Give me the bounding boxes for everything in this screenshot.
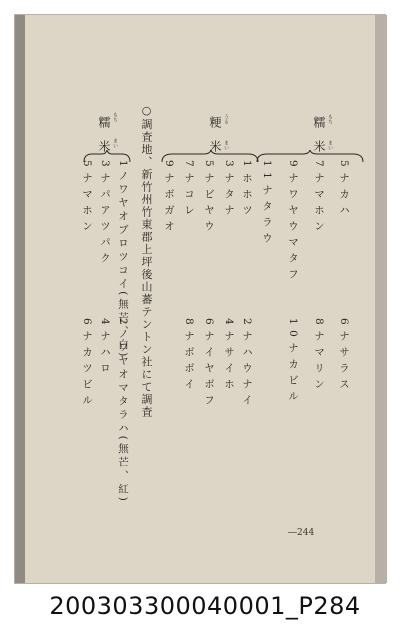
list-item: 2ナハウナイ: [241, 318, 253, 411]
binding-tape-left: [15, 15, 25, 583]
list-item: 11ナタラウ: [261, 160, 273, 249]
group-ruby-uruchi: うる: [223, 114, 229, 124]
list-item: 5ナマホン: [81, 160, 93, 237]
group-label2-uruchi: 米: [208, 140, 222, 152]
list-item: 9ナボガオ: [163, 160, 175, 237]
group-ruby2-mochi-left: まい: [112, 138, 118, 148]
list-item: 7ナコレ: [183, 160, 195, 221]
list-item: 6ナカツビル: [81, 318, 93, 411]
book-page: [14, 14, 386, 584]
list-item: 1ホホツ: [241, 160, 253, 221]
group-ruby2-mochi-right: まい: [327, 140, 333, 150]
group-ruby-mochi-right: もち: [327, 114, 333, 124]
list-item: 8ナボボイ: [183, 318, 195, 395]
group-label-uruchi: 粳: [208, 116, 222, 128]
list-item: 3ナパアツパク: [99, 160, 111, 269]
list-item: 9ナワヤウマタフ: [287, 160, 299, 285]
survey-heading: ○調査地、新竹州竹東郡上坪後山蕃テントン社にて調査: [140, 104, 153, 419]
list-item: 5ナビヤウ: [203, 160, 215, 237]
group-label-mochi-left: 糯: [97, 116, 111, 128]
list-item: 6ナサラス: [338, 318, 350, 395]
list-item: 8ナマリン: [313, 318, 325, 395]
group-label2-mochi-left: 米: [97, 140, 111, 152]
list-item: 4ナサイホ: [223, 318, 235, 395]
list-item: 10ナカビル: [287, 318, 299, 407]
image-caption: 200303300040001_P284: [49, 592, 361, 620]
group-label-mochi-right: 糯: [312, 116, 326, 128]
list-item: 6ナイヤボフ: [203, 318, 215, 411]
list-item: 2ノワヤオマタラハ(無芒、紅): [117, 318, 129, 504]
group-ruby2-uruchi: まい: [223, 140, 229, 150]
page-number: ―244: [288, 528, 315, 538]
list-item: 4ナハロ: [99, 318, 111, 379]
group-ruby-mochi-left: もち: [112, 112, 118, 122]
group-label2-mochi-right: 米: [312, 140, 326, 152]
binding-tape-right: [375, 15, 387, 583]
list-item: 3ナタナ: [223, 160, 235, 221]
list-item: 7ナマホン: [313, 160, 325, 237]
list-item: 5ナカハ: [338, 160, 350, 221]
list-item: 1ノワヤオブロツコイ(無芒、白): [117, 160, 129, 360]
